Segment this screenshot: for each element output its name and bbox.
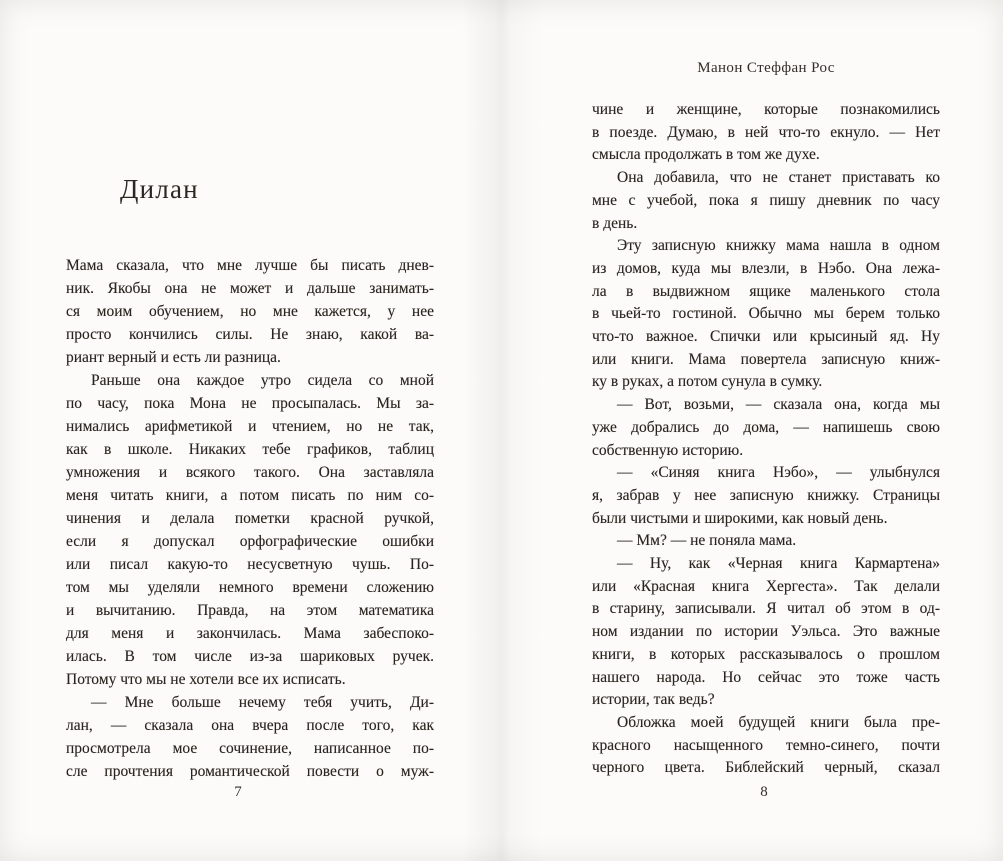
paragraph: [592, 167, 940, 235]
text-line: — Вот, возьми, — сказала она, когда мы: [617, 396, 940, 414]
text-line: истории, так ведь?: [592, 691, 715, 709]
text-line: или писал какую-то несусветную чушь. По-: [66, 556, 434, 573]
paragraph: [592, 530, 940, 553]
text-line: Мама сказала, что мне лучше бы писать днев-: [66, 257, 434, 274]
text-line: сле прочтения романтической повести о муж-: [66, 763, 434, 780]
text-line: нимались арифметикой и чтением, но не так,: [66, 418, 434, 435]
text-line: лан, — сказала она вчера после того, как: [66, 717, 434, 734]
text-line: что-то важное. Спички или крысиный яд. Ну: [592, 328, 940, 346]
paragraph: [592, 462, 940, 530]
text-line: Эту записную книжку мама нашла в одном: [617, 237, 940, 255]
paragraph: [66, 691, 434, 783]
text-line: Обложка моей будущей книги была пре-: [617, 713, 940, 731]
text-line: — Мне больше нечему тебя учить, Ди-: [91, 694, 434, 711]
paragraph: [592, 235, 940, 394]
text-line: нашего народа. Но сейчас это тоже часть: [592, 668, 940, 686]
text-line: или «Красная книга Хергеста». Так делали: [592, 577, 940, 595]
text-line: меня читать книги, а потом писать по ним со-: [66, 487, 434, 504]
text-line: — Ну, как «Черная книга Кармартена»: [617, 555, 940, 573]
text-line: собственную историю.: [592, 441, 744, 459]
text-line: смысла продолжать в том же духе.: [592, 146, 820, 164]
text-line: красного насыщенного темно-синего, почти: [592, 736, 940, 754]
text-line: по часу, пока Мона не просыпалась. Мы за-: [66, 395, 434, 412]
text-line: просто кончились силы. Не знаю, какой ва-: [66, 326, 434, 343]
text-line: чине и женщине, которые познакомились: [592, 101, 940, 118]
text-line: ку в руках, а потом сунула в сумку.: [592, 373, 823, 391]
text-line: и вычитанию. Правда, на этом математика: [66, 602, 434, 619]
text-line: были чистыми и широкими, как новый день.: [592, 509, 888, 527]
text-line: просмотрела мое сочинение, написанное по-: [66, 740, 434, 757]
paragraph: [66, 369, 434, 691]
text-line: Раньше она каждое утро сидела со мной: [91, 372, 434, 389]
text-line: уже добрались до дома, — напишешь свою: [592, 418, 940, 436]
text-line: илась. В том числе из-за шариковых ручек.: [66, 648, 434, 665]
text-line: если я допускал орфографические ошибки: [66, 533, 434, 550]
text-line: Потому что мы не хотели все их исписать.: [66, 671, 346, 688]
chapter-title: Дилан: [120, 174, 199, 204]
left-page-body-text: [66, 254, 434, 783]
paragraph: [592, 99, 940, 167]
text-line: в чьей-то гостиной. Обычно мы берем только: [592, 305, 940, 323]
page-gutter-shadow: [462, 0, 542, 861]
text-line: ник. Якобы она не может и дальше занимать-: [66, 280, 434, 297]
text-line: черного цвета. Библейский черный, сказал: [592, 759, 940, 777]
text-line: чинения и делала пометки красной ручкой,: [66, 510, 434, 527]
text-line: в поезде. Думаю, в ней что-то екнуло. — Нет: [592, 123, 940, 141]
text-line: ном издании по истории Уэльса. Это важные: [592, 623, 940, 641]
paragraph: [592, 553, 940, 712]
page-number-right: 8: [760, 784, 768, 800]
right-page-body-text: [592, 99, 940, 780]
text-line: том мы уделяли немного времени сложению: [66, 579, 434, 596]
text-line: в старину, записывали. Я читал об этом в од-: [592, 600, 940, 618]
text-line: умножения и всякого такого. Она заставляла: [66, 464, 434, 481]
text-line: или книги. Мама повертела записную книж-: [592, 350, 940, 368]
text-line: я, забрав у нее записную книжку. Страницы: [592, 486, 940, 504]
text-line: — «Синяя книга Нэбо», — улыбнулся: [617, 464, 940, 482]
paragraph: [66, 254, 434, 369]
text-line: из домов, куда мы влезли, в Нэбо. Она лежа-: [592, 259, 940, 277]
text-line: в день.: [592, 214, 638, 232]
page-number-left: 7: [234, 784, 242, 800]
running-header: Манон Стеффан Рос: [697, 60, 835, 76]
text-line: ла в выдвижном ящике маленького стола: [592, 282, 940, 300]
text-line: книги, в которых рассказывалось о прошлом: [592, 645, 940, 663]
text-line: мне с учебой, пока я пишу дневник по часу: [592, 191, 940, 209]
paragraph: [592, 712, 940, 780]
paragraph: [592, 394, 940, 462]
text-line: — Мм? — не поняла мама.: [617, 532, 797, 550]
text-line: ся моим обучением, но мне кажется, у нее: [66, 303, 434, 320]
text-line: риант верный и есть ли разница.: [66, 349, 281, 366]
text-line: для меня и закончилась. Мама забеспоко-: [66, 625, 434, 642]
text-line: как в школе. Никаких тебе графиков, таблиц: [66, 441, 434, 458]
text-line: Она добавила, что не станет приставать ко: [617, 169, 940, 187]
